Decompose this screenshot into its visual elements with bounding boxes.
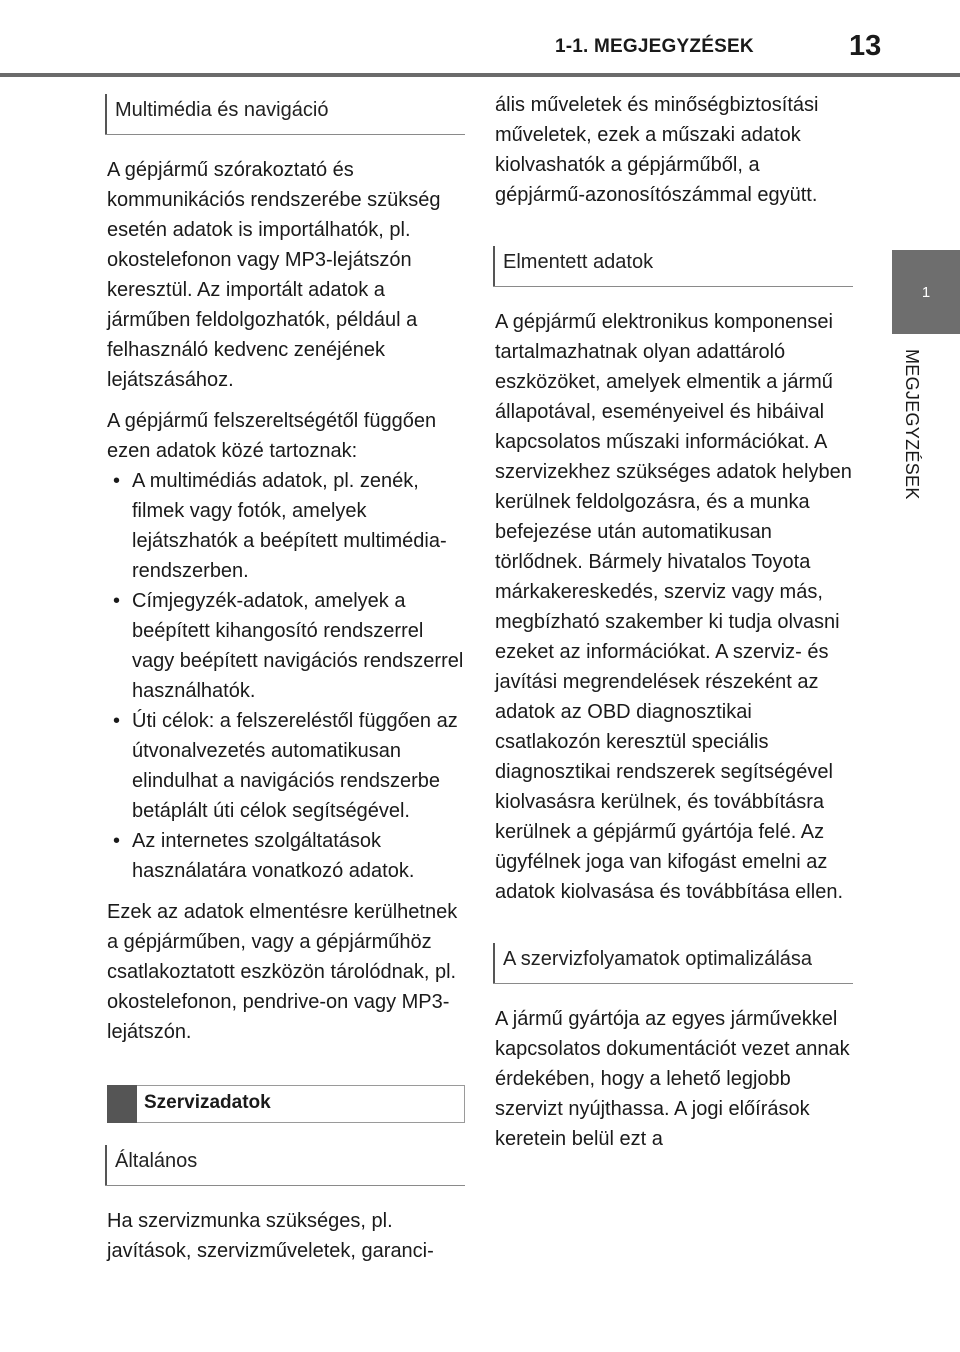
header-rule <box>0 73 960 77</box>
paragraph: Ha szervizmunka szükséges, pl. javítások, szervizműveletek, garanci- <box>107 1210 434 1262</box>
paragraph: A gépjármű felszereltségétől függően ezen adatok közé tartoznak: <box>107 410 437 462</box>
list-item: • Úti célok: a felszereléstől függően az útvonalvezetés automatikusan elindulhat a navigációs rendszerbe betáplált úti célok segítségével. <box>107 706 465 826</box>
right-column <box>495 90 853 1154</box>
left-column <box>107 90 465 1266</box>
subheading-szervizfolyamatok: A szervizfolyamatok optimalizálása <box>493 939 853 984</box>
subheading-multimedia: Multimédia és navigáció <box>105 90 465 135</box>
paragraph: A gépjármű elektronikus komponensei tartalmazhatnak olyan adattároló eszközöket, amelyek elmentik a jármű állapotával, eseményeivel és hibáival kapcsolatos műszaki információkat. A szervizekhez szükséges adatok helyben kerülnek feldolgozásra, és a munka befejezése után automatikusan törlődnek. Bármely hivatalos Toyota márkakereskedés, szerviz vagy más, megbízható szakember ki tudja olvasni ezeket az információkat. A szerviz- és javítási megrendelések részeként az adatok az OBD diagnosztikai csatlakozón keresztül speciális diagnosztikai rendszerek segítségével kiolvasásra kerülnek, és továbbításra kerülnek a gépjármű gyártója felé. Az ügyfélnek joga van kifogást emelni az adatok kiolvasása és továbbítása ellen. <box>495 311 852 903</box>
paragraph: Ezek az adatok elmentésre kerülhetnek a gépjárműben, vagy a gépjárműhöz csatlakoztatott eszközön tárolódnak, pl. okostelefonon, pendrive-on vagy MP3-lejátszón. <box>107 901 458 1043</box>
list-item: • Címjegyzék-adatok, amelyek a beépített kihangosító rendszerrel vagy beépített navigációs rendszerrel használhatók. <box>107 586 465 706</box>
paragraph: A gépjármű szórakoztató és kommunikációs rendszerébe szükség esetén adatok is importálhatók, pl. okostelefonon vagy MP3-lejátszón keresztül. Az importált adatok a járműben feldolgozhatók, például a felhasználó kedvenc zenéjének lejátszásához. <box>107 159 441 391</box>
subheading-elmentett-adatok: Elmentett adatok <box>493 242 853 287</box>
running-header-section: 1-1. MEGJEGYZÉSEK <box>555 36 754 57</box>
chapter-tab <box>892 250 960 334</box>
section-bar-szervizadatok <box>107 1085 465 1123</box>
list-item: • A multimédiás adatok, pl. zenék, filmek vagy fotók, amelyek lejátszhatók a beépített multimédia-rendszerben. <box>107 466 465 586</box>
page-number: 13 <box>849 30 882 62</box>
chapter-label: MEGJEGYZÉSEK <box>902 349 922 500</box>
section-title: Szervizadatok <box>144 1092 271 1113</box>
chapter-number: 1 <box>921 283 931 301</box>
list-item: • Az internetes szolgáltatások használatára vonatkozó adatok. <box>107 826 465 886</box>
section-marker <box>107 1085 137 1123</box>
bullet-list <box>107 466 465 886</box>
paragraph: A jármű gyártója az egyes járművekkel kapcsolatos dokumentációt vezet annak érdekében, hogy a lehető legjobb szervizt nyújthassa. A jogi előírások keretein belül ezt a <box>495 1008 850 1150</box>
paragraph: ális műveletek és minőségbiztosítási műveletek, ezek a műszaki adatok kiolvashatók a gépjárműből, a gépjármű-azonosítószámmal együtt. <box>495 94 819 206</box>
subheading-altalanos: Általános <box>105 1141 465 1186</box>
